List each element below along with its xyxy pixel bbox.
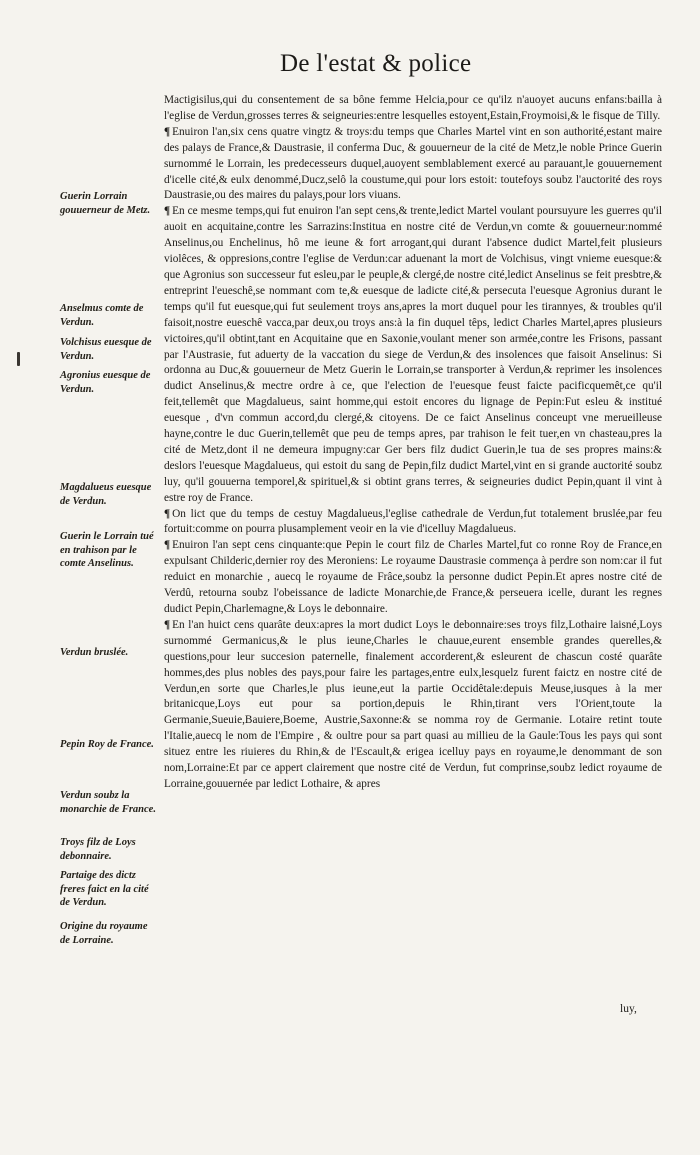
catchword: luy, <box>620 1003 637 1015</box>
pilcrow-icon: ¶ <box>164 507 171 520</box>
margin-note-magdalueus: Magdalueus euesque de Verdun. <box>60 482 152 507</box>
main-text-column <box>164 93 662 793</box>
margin-note-agronius: Agronius euesque de Verdun. <box>60 370 151 395</box>
margin-note-guerin-tue: Guerin le Lorrain tué en trahison par le comte Anselinus. <box>60 531 154 569</box>
margin-note-monarchie: Verdun soubz la monarchie de France. <box>60 790 156 815</box>
margin-note-volchisus: Volchisus euesque de Verdun. <box>60 337 152 362</box>
margin-note-pepin: Pepin Roy de France. <box>60 739 154 750</box>
paragraph-1: Mactigisilus,qui du consentement de sa bône femme Helcia,pour ce qu'ilz n'auoyet aucuns enfans:bailla à l'eglise de Verdun,grosses terres & seigneuries:entre lesquelles estoyent,Estain,Froymoisi,& le fisque de Tilly. <box>164 94 662 122</box>
margin-note-partaige: Partaige des dictz freres faict en la cité de Verdun. <box>60 870 149 908</box>
pilcrow-icon: ¶ <box>164 539 171 552</box>
pilcrow-icon: ¶ <box>164 205 171 218</box>
ink-mark <box>17 352 20 366</box>
margin-note-troys-filz: Troys filz de Loys debonnaire. <box>60 837 136 862</box>
paragraph-3: ¶ En ce mesme temps,qui fut enuiron l'an sept cens,& trente,ledict Martel voulant poursuyure les guerres qu'il auoit en acquitaine,contre les Sarrazins:Institua en nostre cité de Verdun,vn comte & gouuerneur:nommé Anselinus,ou Enchelinus, hô me ieune & fort arrogant,qui durant l'absence dudict Martel,feit plusieurs violêces, & oppresions,contre l'eglise de Verdun:car aduenant la mort de Volchisus, vingt vnieme euesque:& que Agronius son successeur fut esleu,par le peuple,& clergé,de nostre cité,ledict Anselinus se feit presbtre,& entreprint l'eueschê,se nommant com te,& euesque de ladicte cité,& persecuta l'euesque Agronius durant le temps qu'il fut euesque,qui fut seulement troys ans,apres la mort duquel pour les tirannyes, & troubles qu'il faisoit,nostre eueschê vacca,par deux,ou troys ans:à la fin duquel têps, ledict Charles Martel,apres plusieurs victoires,qu'il obtint,tant en Acquitaine que en Saxonie,voulant mener son armée,contre les Frisons, passant par l'Austrasie, fut aduerty de la vaccation du siege de Verdun,& des insolences que faisoit Anselinus: Si ordonna au Duc,& gouuerneur de Metz Guerin le Lorrain,se transporter à Verdun,& reprimer les insolences dudict Anselinus,& mectre ordre à ce, que l'election de l'euesque feust faicte pacificquemêt,ce qu'il feit,tellemêt que Magdalueus, saint homme,qui estoit encores du lignage de Pepin:Fut esleu & institué euesque , d'vn commun accord,du clergé,& citoyens. De ce faict Anselinus conceupt vne merueilleuse hayne,contre le duc Guerin,tellemêt que peu de temps apres, par trahison le feit tuer,en vn chasteau,pres la cité de Metz,dont il ne demeura impugny:car Ger bers filz dudict Guerin,le tua de ses propres mains:& deslors l'euesque Magdalueus, qui estoit du sang de Pepin,filz dudict Martel,vint en si grande auctorité soubz luy, qu'il gouuerna temporel,& spirituel,& si obtint grans terres, & seigneuries dudict Pepin,quant il vint à estre roy de France. <box>164 205 662 504</box>
paragraph-2: ¶ Enuiron l'an,six cens quatre vingtz & troys:du temps que Charles Martel vint en son authorité,estant maire des palays de France,& Daustrasie, il conferma Duc, & gouuerneur de la cité de Metz,le noble Prince Guerin surnommé le Lorrain, les predecesseurs duquel,auoyent semblablement exercé au parauant,le gouuernement d'icelle cité,& eulx denommé,Ducz,selô la coustume,qui pour lors estoit: toutefoys soubz l'auctorité des roys Daustrasie,ou des maires du palays,pour lors viuans. <box>164 125 662 202</box>
paragraph-6: ¶ En l'an huict cens quarâte deux:apres la mort dudict Loys le debonnaire:ses troys filz,Lothaire laisné,Loys surnommé Germanicus,& le plus ieune,Charles le chauue,eurent ensemble grandes querelles,& questions,pour leur succesion paternelle, finalement accorderent,& esleurent de chascun costé quarâte hommes,des plus nobles des pays,pour faire les partages,entre eulx,lesquelz furent faictz en nostre cité de Verdun,en sorte que Charles,le plus ieune,eut la partie Occidêtale:depuis Meuse,iusques à la mer britanicque,Loys eut pour sa portion,depuis le Rhin,tirant vers l'Orient,toute la Germanie,Sueuie,Bauiere,Boeme, Austrie,Saxonne:& se nomma roy de Germanie. Lotaire retint toute l'Italie,auecq le nom de l'Empire , & oultre pour sa part quasi au millieu de la Gaule:Tous les pays qui sont situez entre les riuieres du Rhin,& de l'Escault,& erigea icelluy pays en royaume,le denommant de son nom,Lorraine:Et par ce appert clairement que nostre cité de Verdun, fut comprinse,soubz ledict royaume de Lorraine,gouuernée par ledict Lothaire, & apres <box>164 618 662 790</box>
margin-note-verdun-bruslee: Verdun bruslée. <box>60 647 129 658</box>
margin-note-guerin: Guerin Lorrain gouuerneur de Metz. <box>60 191 151 216</box>
margin-note-origine-lorraine: Origine du royaume de Lorraine. <box>60 921 148 946</box>
margin-note-anselmus: Anselmus comte de Verdun. <box>60 303 144 328</box>
pilcrow-icon: ¶ <box>164 618 171 631</box>
paragraph-4: ¶ On lict que du temps de cestuy Magdalueus,l'eglise cathedrale de Verdun,fut totalement bruslée,par feu fortuit:comme on pourra plusamplement veoir en la vie d'icelluy Magdalueus. <box>164 507 662 536</box>
paragraph-5: ¶ Enuiron l'an sept cens cinquante:que Pepin le court filz de Charles Martel,fut co ronne Roy de France,en expulsant Childeric,dernier roy des Meroniens: Le royaume Daustrasie commença à perdre son nom:car il fut reduict en monarchie , auecq le royaume de Frâce,soubz la personne dudict Pepin.Et apres nostre cité de Verdû, retourna soubz l'obeissance de ladicte Monarchie,de France,& perseuera icelle, durant les regnes dudict Pepin,Charlemagne,& Loys le debonnaire. <box>164 539 662 615</box>
pilcrow-icon: ¶ <box>164 125 171 138</box>
running-header: De l'estat & police <box>280 50 472 77</box>
